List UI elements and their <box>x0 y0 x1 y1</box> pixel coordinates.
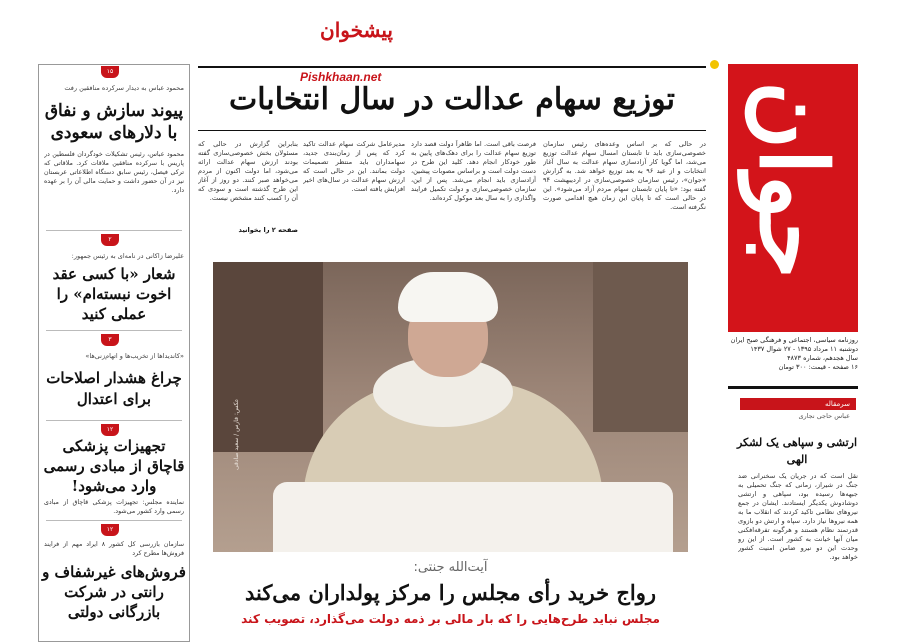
masthead-info <box>728 336 858 372</box>
photo-chair <box>213 262 323 452</box>
top-story-column: فرصت باقی است. اما ظاهراً دولت قصد دارد توزیع سهام عدالت را برای دهک‌های پایین به طور خودکار انجام دهد. کلید این طرح در دست دولت است و براساس مصوبات پیشین، آزادسازی باید انجام می‌شد. پس از این، سازمان خصوصی‌سازی و دولت تکمیل فرایند واگذاری را به سال بعد موکول کرده‌اند. <box>411 140 536 202</box>
sidebar-badge: ۱۲ <box>101 424 119 436</box>
sidebar-lead: سازمان بازرسی کل کشور ۸ ایراد مهم از فرایند فروش‌ها مطرح کرد <box>44 541 184 557</box>
masthead-dot <box>710 60 719 69</box>
sidebar-separator <box>46 420 182 421</box>
photo-wall <box>593 262 688 432</box>
sidebar-headline: شعار «با کسی عقد اخوت نبسته‌ام» را عملی کنید <box>52 265 176 323</box>
opinion-body: نقل است که در جریان یک سخنرانی ضد جنگ در شیراز، زمانی که جنگ تحمیلی به جبهه‌ها رسیده بود، سپاهی و ارتشی دوشادوش یکدیگر ایستادند. ایشان در جمع نیروهای نظامی تاکید کردند که انقلاب ما به همه نیروها نیاز دارد. سپاه و ارتش دو بازوی قدرتمند نظام هستند و هرگونه تفرقه‌افکنی میان آنها خیانت به کشور است. از این رو وحدت این دو نیرو ضامن امنیت کشور خواهد بود. <box>738 472 858 561</box>
sidebar-body: محمود عباس، رئیس تشکیلات خودگردان فلسطین در پاریس با سرکرده منافقین ملاقات کرد. ملاقاتی که ترکی فیصل، رئیس سابق دستگاه اطلاعاتی عربستان نیز در آن حضور داشت و حمایت مالی آن را بر عهده دارد. <box>44 151 184 194</box>
top-story-headline: توزیع سهام عدالت در سال انتخابات <box>228 82 676 117</box>
headline-rule <box>198 130 706 131</box>
masthead-info-line: سال هجدهم، شماره ۴۸۷۳ <box>787 354 858 362</box>
sidebar-badge: ۳ <box>101 334 119 346</box>
sidebar-badge: ۲ <box>101 234 119 246</box>
main-story-kicker: آیت‌الله جنتی: <box>413 560 488 575</box>
opinion-author: عباس حاجی نجاری <box>798 412 850 420</box>
pishkhaan-watermark <box>300 18 410 88</box>
sidebar-separator <box>46 330 182 331</box>
sidebar-badge: ۱۵ <box>101 66 119 78</box>
top-story-column: در حالی که بر اساس وعده‌های رئیس سازمان خصوصی‌سازی باید تا تابستان امسال سهام عدالت توزیع می‌شد، اما گویا کار آزادسازی سهام عدالت به سال آغاز انتخابات و از عید ۹۶ به بعد توزیع خواهد شد. به گزارش «جوان»، رئیس سازمان خصوصی‌سازی در اردیبهشت ۹۴ گفته بود: «تا پایان تابستان سهام مردم آزاد می‌شود». این در حالی است که تا پایان این زمان هیچ اقدامی صورت نگرفته است. <box>543 140 706 211</box>
masthead-rule <box>728 386 858 389</box>
sidebar-body: نماینده مجلس: تجهیزات پزشکی قاچاق از مبادی رسمی وارد کشور می‌شود. <box>44 499 184 515</box>
sidebar-lead: محمود عباس به دیدار سرکرده منافقین رفت <box>64 84 184 92</box>
watermark-latin: Pishkhaan.net <box>300 70 382 84</box>
top-story-column: بنابراین گزارش در حالی که مسئولان بخش خصوصی‌سازی گفته بودند ارزش سهام عدالت ارائه می‌شود، اما دولت اکنون از مردم می‌خواهد صبر کنند. دو روز از آغاز این طرح گذشته است و سودی که آن را کسب کنند مشخص نیست. <box>198 140 298 202</box>
sidebar-headline: فروش‌های غیرشفاف و رانتی در شرکت بازرگانی دولتی <box>42 563 186 621</box>
watermark-persian: پیشخوان <box>320 18 393 42</box>
opinion-title: ارتشی و سپاهی یک لشکر الهی <box>736 436 858 466</box>
sidebar-lead: علیرضا زاکانی در نامه‌ای به رئیس جمهور: <box>71 252 184 260</box>
masthead-info-line: ۱۶ صفحه - قیمت: ۳۰۰ تومان <box>778 363 858 371</box>
opinion-tag: سرمقاله <box>740 398 856 410</box>
sidebar-headline: چراغ هشدار اصلاحات برای اعتدال <box>46 369 182 408</box>
masthead-info-line: دوشنبه ۱۱ مرداد ۱۳۹۵ - ۲۷ شوال ۱۴۳۷ <box>750 345 858 353</box>
photo-paper <box>273 482 673 552</box>
sidebar-headline: پیوند سازش و نفاق با دلارهای سعودی <box>44 101 184 143</box>
masthead-logo <box>728 64 858 332</box>
top-rule <box>198 66 706 68</box>
continued-link[interactable]: صفحه ۲ را بخوانید <box>238 226 298 234</box>
masthead-info-line: روزنامه سیاسی، اجتماعی و فرهنگی صبح ایران <box>730 336 858 344</box>
sidebar-badge: ۱۲ <box>101 524 119 536</box>
main-story-subhead: مجلس نباید طرح‌هایی را که بار مالی بر ذمه دولت می‌گذارد، تصویب کند <box>241 612 660 626</box>
photo-credit: عکس: فارس / سعید صادقی <box>233 398 240 470</box>
top-story-column: مدیرعامل شرکت سهام عدالت تاکید کرد که پس از زمان‌بندی جدید، سهامداران باید منتظر تصمیمات دولت بمانند. این در حالی است که ارزش سهام عدالت در سال‌های اخیر افزایش یافته است. <box>303 140 405 193</box>
sidebar-headline: تجهیزات پزشکی قاچاق از مبادی رسمی وارد می‌شود! <box>43 437 185 495</box>
photo-turban <box>398 272 498 322</box>
sidebar-separator <box>46 520 182 521</box>
main-story-headline: رواج خرید رأی مجلس را مرکز پولداران می‌کند <box>244 580 657 605</box>
main-photo <box>213 262 688 552</box>
sidebar-lead: «کاندیداها از تخریب‌ها و اتهام‌زنی‌ها» <box>85 352 184 360</box>
masthead-name: جوان <box>739 81 847 279</box>
sidebar-separator <box>46 230 182 231</box>
